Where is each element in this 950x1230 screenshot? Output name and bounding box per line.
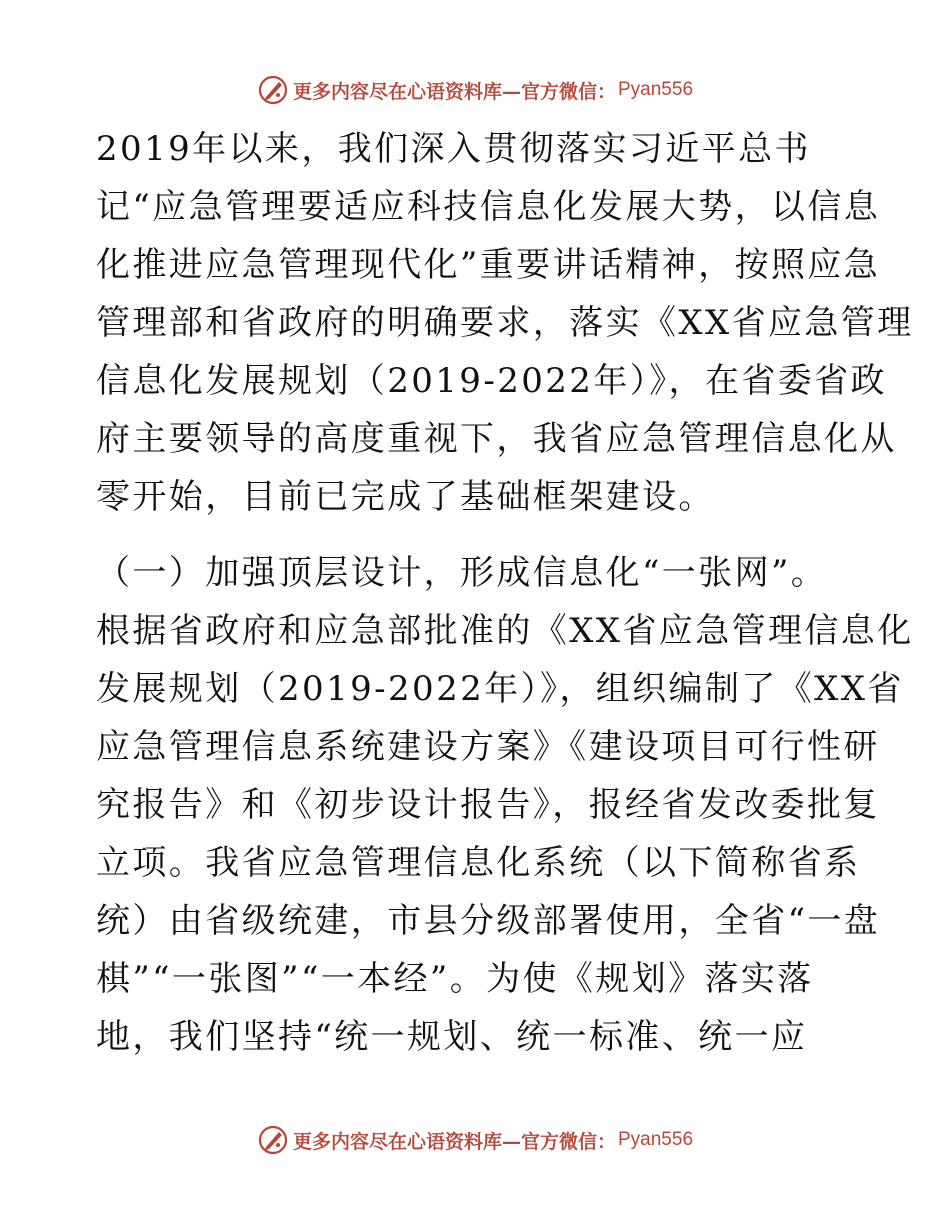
text-line: 管理部和省政府的明确要求，落实《XX省应急管理 (96, 303, 914, 343)
text-line: 2019年以来，我们深入贯彻落实习近平总书 (96, 129, 811, 169)
text-line: 府主要领导的高度重视下，我省应急管理信息化从 (96, 419, 897, 459)
quill-logo-icon (257, 74, 289, 106)
text-line: 零开始，目前已完成了基础框架建设。 (96, 477, 715, 517)
text-line: 根据省政府和应急部批准的《XX省应急管理信息化 (96, 611, 914, 651)
text-line: 立项。我省应急管理信息化系统（以下简称省系 (96, 843, 861, 883)
text-line: 统）由省级统建，市县分级部署使用，全省“一盘 (96, 901, 881, 941)
footer-banner (0, 1120, 950, 1160)
document-body (96, 120, 914, 1066)
text-line: 应急管理信息系统建设方案》《建设项目可行性研 (96, 727, 880, 767)
footer-brand-text: 更多内容尽在心语资料库—官方微信： (292, 1130, 616, 1153)
paragraph-section-1 (96, 544, 914, 1066)
text-line: 发展规划（2019-2022年）》，组织编制了《XX省 (96, 669, 904, 709)
text-line: 棋”“一张图”“一本经”。为使《规划》落实落 (96, 959, 814, 999)
header-wechat-id: Pyan556 (618, 79, 694, 100)
paragraph-intro (96, 120, 914, 526)
text-line: 记“应急管理要适应科技信息化发展大势，以信息 (96, 187, 881, 227)
text-line: 信息化发展规划（2019-2022年）》，在省委省政 (96, 361, 887, 401)
quill-logo-icon (257, 1124, 289, 1156)
section-heading-line: （一）加强顶层设计，形成信息化“一张网”。 (96, 553, 828, 593)
header-banner (0, 70, 950, 110)
text-line: 究报告》和《初步设计报告》，报经省发改委批复 (96, 785, 880, 825)
footer-wechat-id: Pyan556 (618, 1129, 694, 1150)
paragraph-gap (96, 526, 866, 544)
header-brand-text: 更多内容尽在心语资料库—官方微信： (292, 80, 616, 103)
text-line: 地，我们坚持“统一规划、统一标准、统一应 (96, 1017, 808, 1057)
text-line: 化推进应急管理现代化”重要讲话精神，按照应急 (96, 245, 881, 285)
